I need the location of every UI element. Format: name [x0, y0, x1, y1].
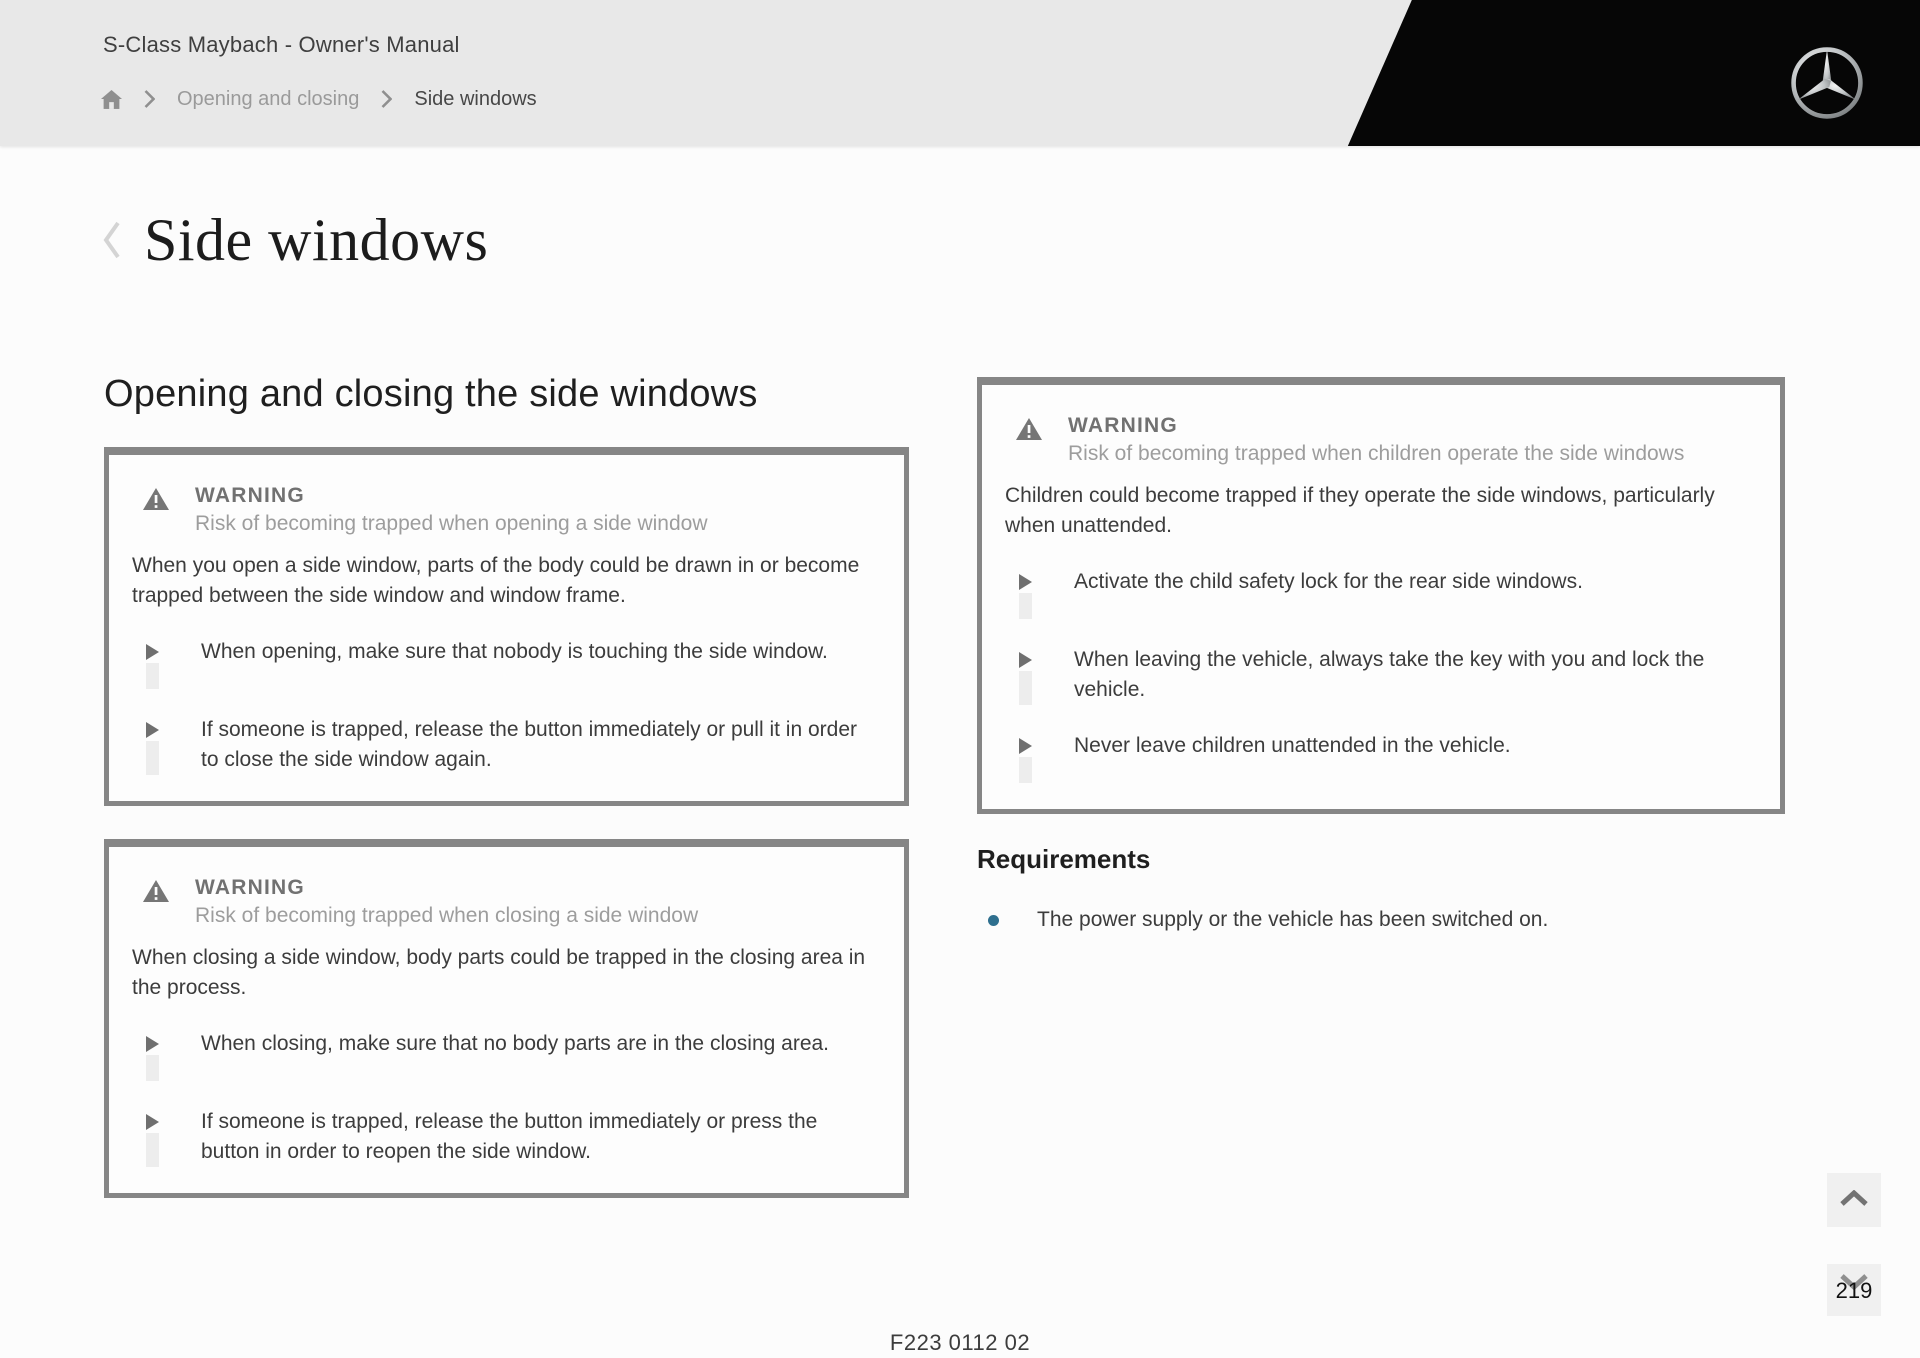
- requirement-item: [977, 905, 1785, 935]
- scroll-to-top-button[interactable]: [1827, 1173, 1881, 1227]
- requirements-heading: Requirements: [977, 844, 1151, 874]
- right-column: [977, 377, 1785, 935]
- instruction-text: When leaving the vehicle, always take the key with you and lock the vehicle.: [1074, 648, 1705, 701]
- warning-label: WARNING: [195, 876, 305, 899]
- warning-label: WARNING: [1068, 414, 1178, 437]
- warning-risk: Risk of becoming trapped when children operate the side windows: [1068, 442, 1685, 465]
- warning-triangle-icon: [128, 874, 195, 930]
- page-number: 219: [1835, 1278, 1873, 1303]
- triangle-right-marker: [146, 1029, 159, 1081]
- triangle-right-marker: [1019, 567, 1032, 619]
- instruction-item: [1001, 567, 1766, 619]
- bullet-dot-icon: [988, 915, 999, 926]
- section-heading: Opening and closing the side windows: [104, 373, 758, 415]
- instruction-item: [1001, 731, 1766, 783]
- brand-band: [1280, 0, 1920, 146]
- breadcrumb-side-windows: Side windows: [414, 87, 537, 110]
- requirement-text: The power supply or the vehicle has been switched on.: [1037, 908, 1549, 931]
- triangle-right-marker: [1019, 645, 1032, 705]
- warning-box-opening: [104, 447, 909, 806]
- triangle-right-marker: [146, 637, 159, 689]
- instruction-text: If someone is trapped, release the button immediately or press the button in order to reopen the side window.: [201, 1110, 818, 1163]
- manual-title: S-Class Maybach - Owner's Manual: [103, 32, 460, 57]
- warning-body: When you open a side window, parts of the body could be drawn in or become trapped between the side window and window frame.: [132, 554, 860, 607]
- triangle-right-marker: [1019, 731, 1032, 783]
- header: [0, 0, 1920, 146]
- instruction-item: [1001, 645, 1766, 705]
- warning-header: [128, 482, 890, 538]
- home-icon[interactable]: [101, 90, 122, 109]
- warning-box-children: [977, 377, 1785, 814]
- figure-code: F223 0112 02: [889, 1330, 1031, 1355]
- warning-header: [1001, 412, 1766, 468]
- chevron-left-icon[interactable]: [102, 220, 122, 260]
- triangle-right-marker: [146, 715, 159, 775]
- mercedes-star-logo: [1789, 45, 1865, 126]
- chevron-up-icon: [1839, 1190, 1869, 1210]
- instruction-text: Never leave children unattended in the vehicle.: [1074, 734, 1511, 757]
- warning-risk: Risk of becoming trapped when opening a side window: [195, 512, 708, 535]
- chevron-right-icon: [381, 90, 392, 108]
- instruction-item: [128, 637, 890, 689]
- page-title: Side windows: [144, 206, 489, 273]
- warning-header: [128, 874, 890, 930]
- instruction-text: If someone is trapped, release the button immediately or pull it in order to close the side window again.: [201, 718, 858, 771]
- chevron-right-icon: [144, 90, 155, 108]
- page-title-row: [102, 202, 488, 278]
- warning-triangle-icon: [128, 482, 195, 538]
- warning-body: When closing a side window, body parts could be trapped in the closing area in the process.: [132, 946, 866, 999]
- breadcrumb: [101, 86, 537, 112]
- instruction-text: Activate the child safety lock for the rear side windows.: [1074, 570, 1583, 593]
- instruction-item: [128, 715, 890, 775]
- warning-triangle-icon: [1001, 412, 1068, 468]
- warning-risk: Risk of becoming trapped when closing a side window: [195, 904, 699, 927]
- page-number-button[interactable]: [1827, 1264, 1881, 1316]
- instruction-text: When opening, make sure that nobody is touching the side window.: [201, 640, 828, 663]
- instruction-item: [128, 1107, 890, 1167]
- breadcrumb-opening-and-closing[interactable]: Opening and closing: [177, 87, 360, 110]
- warning-label: WARNING: [195, 484, 305, 507]
- warning-body: Children could become trapped if they operate the side windows, particularly when unattended.: [1005, 484, 1715, 537]
- triangle-right-marker: [146, 1107, 159, 1167]
- instruction-text: When closing, make sure that no body parts are in the closing area.: [201, 1032, 830, 1055]
- warning-box-closing: [104, 839, 909, 1198]
- instruction-item: [128, 1029, 890, 1081]
- left-column: [104, 372, 909, 1198]
